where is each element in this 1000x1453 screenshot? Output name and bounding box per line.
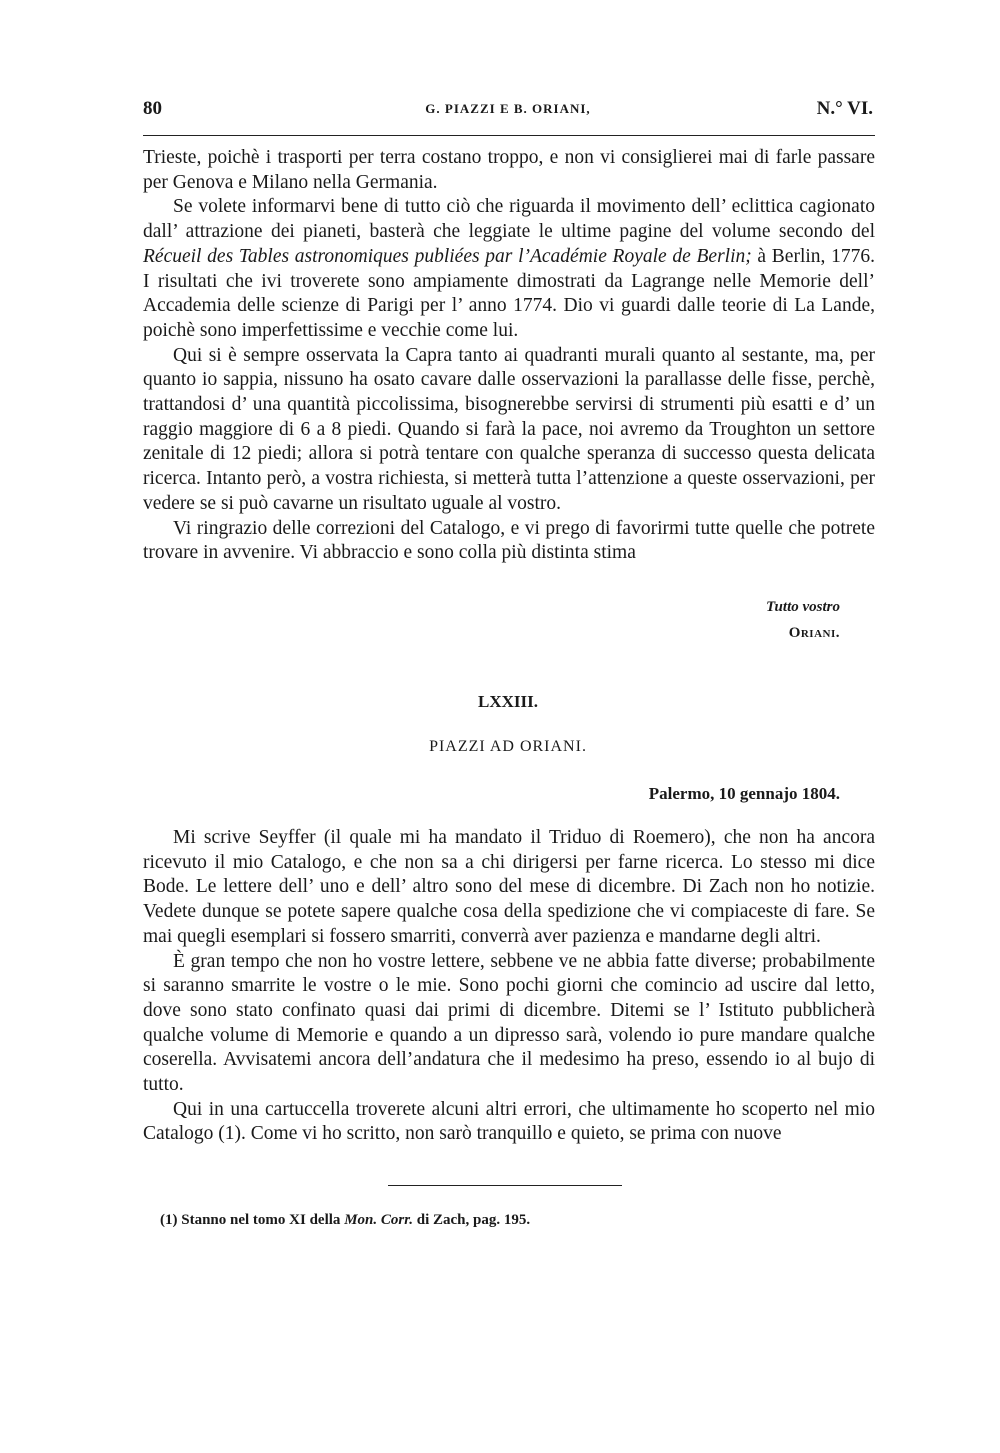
paragraph: Vi ringrazio delle correzioni del Catalogo, e vi prego di favorirmi tutte quelle che potrete trovare in avvenire. Vi abbraccio e sono colla più distinta stima: [143, 517, 875, 564]
footnote-rule: [388, 1185, 622, 1186]
footnote-text: (1) Stanno nel tomo XI della: [160, 1212, 345, 1228]
footnote: [160, 1212, 530, 1229]
paragraph: Mi scrive Seyffer (il quale mi ha mandato il Triduo di Roemero), che non ha ancora ricevuto il mio Catalogo, e che non sa a chi dirigersi per farne ricerca. Lo stesso mi dice Bode. Le lettere dell’ uno e dell’ altro sono del mese di dicembre. Di Zach non ho notizie. Vedete dunque se potete sapere qualche cosa della spedizione che vi compiaceste di fare. Se mai quegli esemplari si fossero smarriti, converrà aver pazienza e mandarne degli altri.: [143, 827, 875, 947]
page-number: 80: [143, 98, 162, 119]
footnote-text: di Zach, pag. 195.: [412, 1212, 531, 1228]
paragraph: Trieste, poichè i trasporti per terra costano troppo, e non vi consiglierei mai di farle passare per Genova e Milano nella Germania.: [143, 147, 875, 193]
signature: Oriani.: [788, 625, 840, 641]
signature-block: [700, 594, 840, 646]
paragraph: Qui in una cartuccella troverete alcuni altri errori, che ultimamente ho scoperto nel mio Catalogo (1). Come vi ho scritto, non sarò tranquillo e quieto, se prima con nuove: [143, 1098, 875, 1145]
running-title: G. PIAZZI E B. ORIANI,: [425, 101, 591, 116]
book-title: Récueil des Tables astronomiques publiées par l’Académie Royale de Berlin;: [143, 245, 752, 267]
letter-number: LXXIII.: [478, 692, 538, 711]
letter-continuation: [143, 146, 875, 566]
paragraph: Qui si è sempre osservata la Capra tanto ai quadranti murali quanto al sestante, ma, per quanto io sappia, nissuno ha osato cavare dalle osservazioni la parallasse delle fisse, perchè, trattandosi d’ una quantità piccolissima, bisognerebbe servirsi di strumenti più esatti e d’ un raggio maggiore di 6 a 8 piedi. Quando si farà la pace, noi avremo da Troughton un settore zenitale di 12 piedi; allora si potrà tentare con qualche speranza di successo questa delicata ricerca. Intanto però, a vostra richiesta, si metterà tutta l’attenzione a queste osservazioni, per vedere se si può cavarne un risultato uguale al vostro.: [143, 344, 875, 514]
page-header: [143, 98, 873, 126]
paragraph-text: Se volete informarvi bene di tutto ciò che riguarda il movimento dell’ eclittica cagionato dall’ attrazione dei pianeti, basterà che leggiate le ultime pagine del volume secondo del: [143, 196, 875, 243]
letter-heading: PIAZZI AD ORIANI.: [429, 738, 587, 755]
dateline: Palermo, 10 gennajo 1804.: [648, 784, 840, 803]
paragraph: È gran tempo che non ho vostre lettere, sebbene ve ne abbia fatte diverse; probabilmente si saranno smarrite le vostre o le mie. Sono pochi giorni che comincio ad uscire dal letto, dove sono stato confinato quasi dai primi di dicembre. Ditemi se l’ Istituto pubblicherà qualche volume di Memorie e quando a un dipresso sarà, volendo io pure mandare qualche coserella. Avvisatemi ancora dell’andatura che il medesimo ha preso, essendo io al bujo di tutto.: [143, 950, 875, 1096]
footnote-journal: Mon. Corr.: [344, 1212, 413, 1228]
letter-body: [143, 826, 875, 1147]
closing-formula: Tutto vostro: [765, 599, 840, 615]
header-rule: [143, 135, 875, 136]
paragraph-text: à Berlin, 1776. I risultati che ivi troverete sono ampiamente dimostrati da Lagrange nelle Memorie dell’ Accademia delle scienze di Parigi per l’ anno 1774. Dio vi guardi dalle teorie di La Lande, poichè sono imperfettissime e vecchie come lui.: [143, 245, 875, 341]
section-number: N.° VI.: [816, 98, 873, 119]
paragraph: [143, 195, 875, 343]
